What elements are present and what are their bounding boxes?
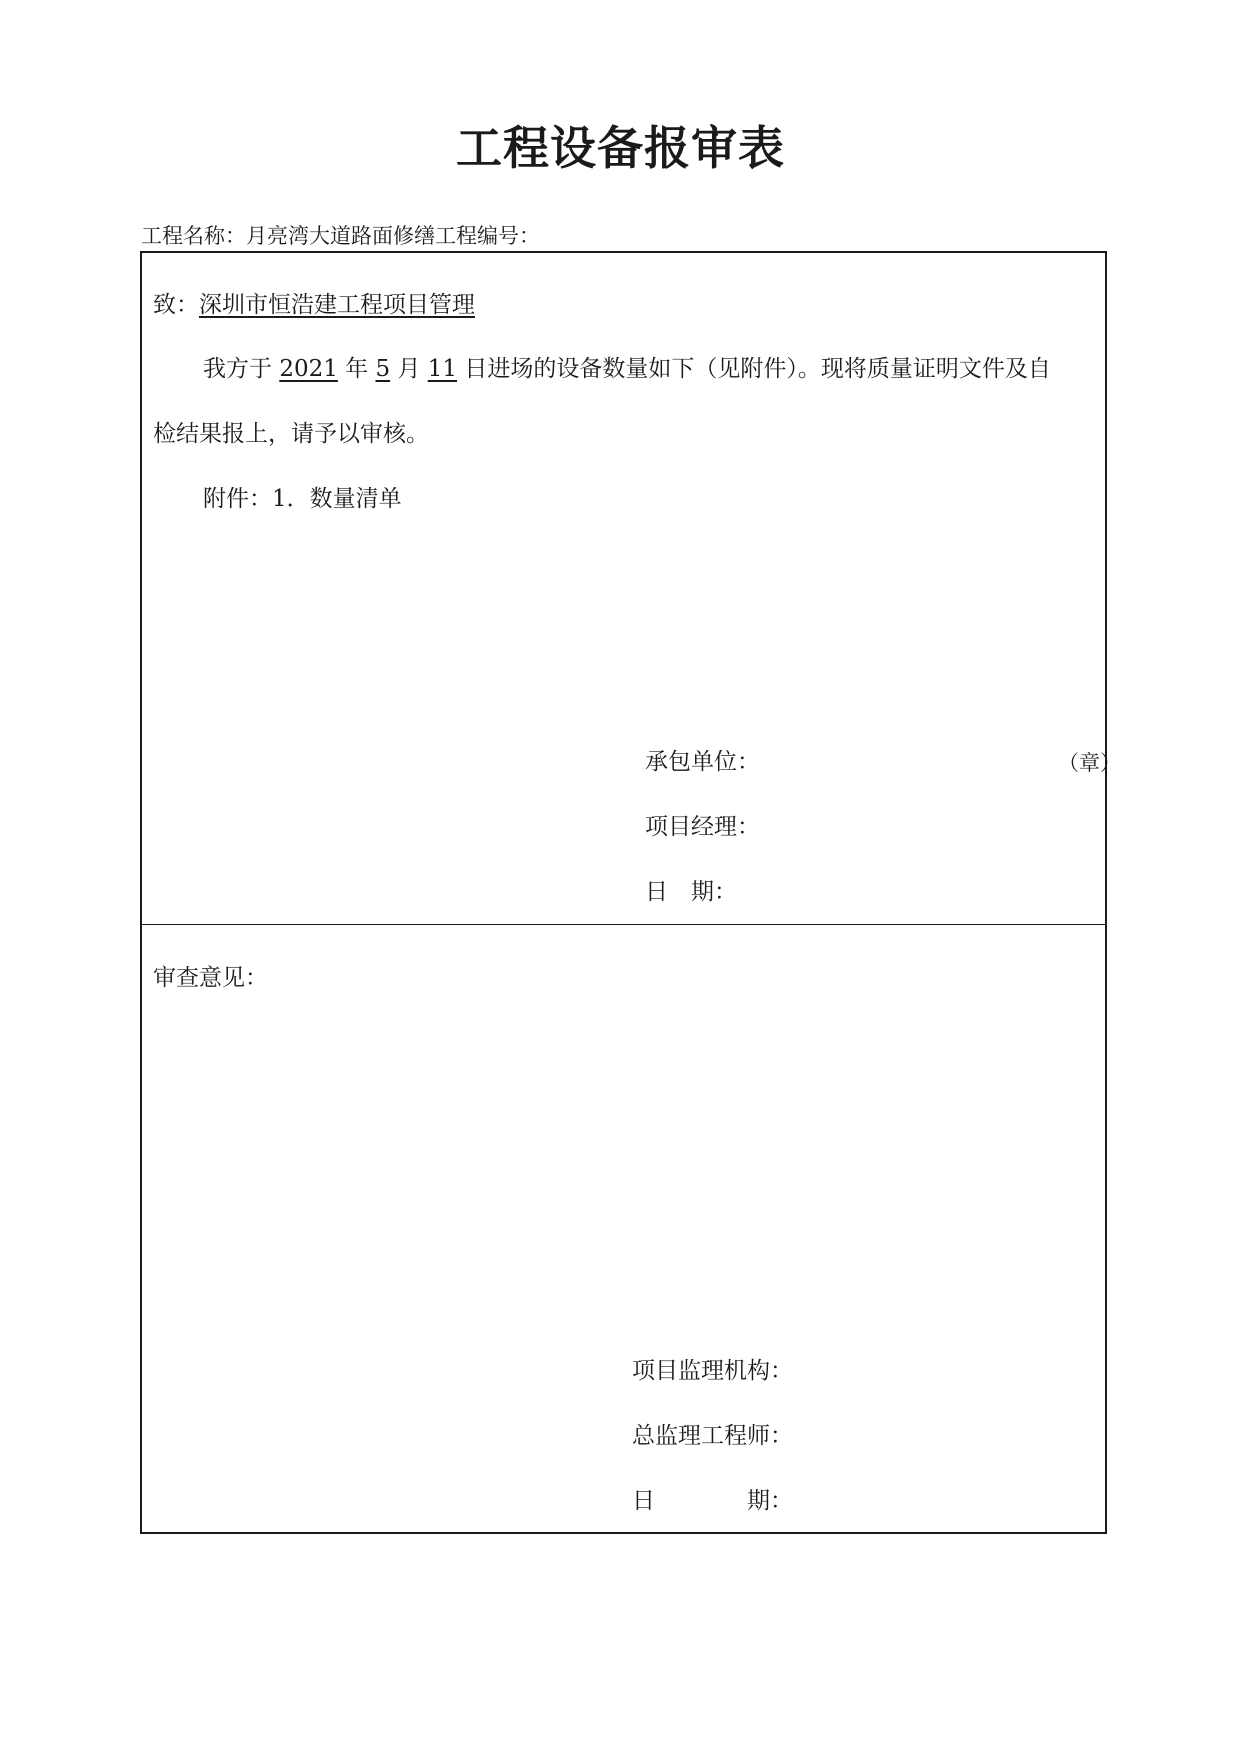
recipient-name: 深圳市恒浩建工程项目管理: [199, 292, 475, 318]
contractor-label: 承包单位：: [645, 749, 760, 775]
attachment-line: 附件：1．数量清单: [203, 486, 402, 512]
form-title: 工程设备报审表: [456, 121, 785, 175]
project-name-label: 工程名称：: [141, 224, 246, 248]
body-prefix: 我方于: [203, 356, 272, 382]
project-info-line: [141, 222, 540, 250]
recipient-line: [153, 290, 475, 320]
section-divider: [140, 924, 1107, 925]
chief-engineer-label: 总监理工程师：: [632, 1423, 793, 1449]
entry-day: 11: [427, 356, 458, 382]
project-number-label: 编号：: [477, 224, 540, 248]
review-opinion-label: 审查意见：: [153, 965, 268, 991]
entry-month: 5: [375, 356, 391, 382]
project-manager-label: 项目经理：: [645, 814, 760, 840]
entry-year: 2021: [279, 356, 338, 382]
review-date-label: 日 期：: [632, 1488, 793, 1514]
to-label: 致：: [153, 292, 199, 318]
year-unit: 年: [345, 356, 369, 382]
project-name-value: 月亮湾大道路面修缮工程: [246, 224, 477, 248]
body-line1-rest: 日进场的设备数量如下（见附件）。现将质量证明文件及自: [464, 356, 1051, 382]
supervision-agency-label: 项目监理机构：: [632, 1358, 793, 1384]
seal-mark: （章）: [1058, 751, 1121, 775]
body-line-2: 检结果报上，请予以审核。: [153, 421, 429, 447]
month-unit: 月: [397, 356, 421, 382]
body-line-1: [203, 354, 1051, 384]
submit-date-label: 日 期：: [645, 879, 737, 905]
